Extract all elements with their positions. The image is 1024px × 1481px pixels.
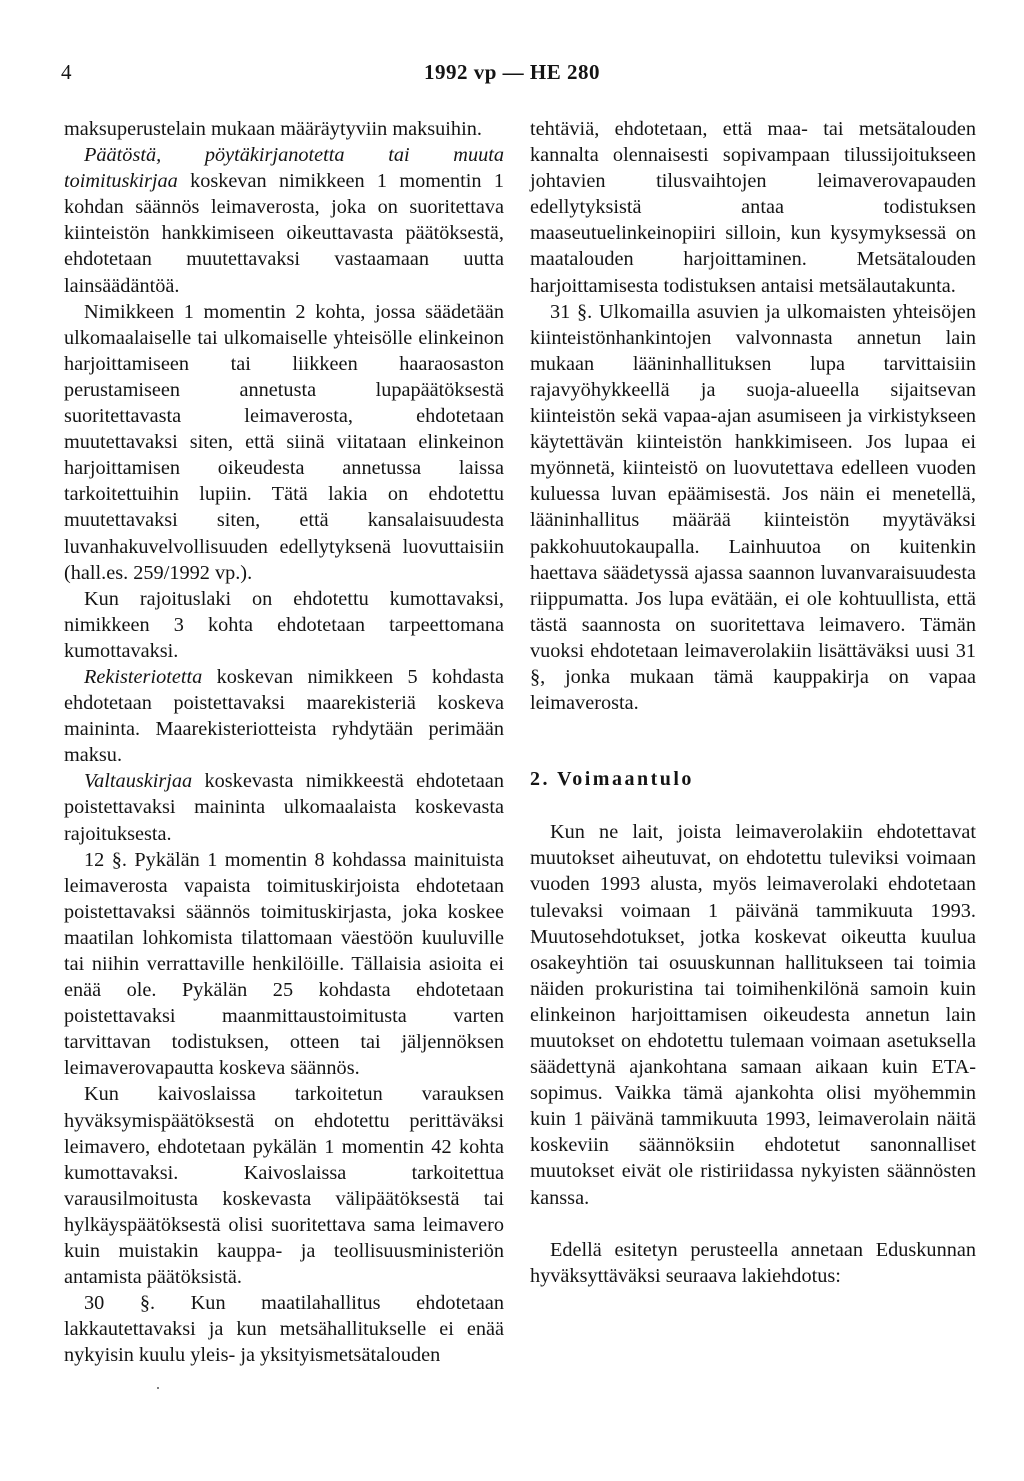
paragraph: Edellä esitetyn perusteella annetaan Eduskunnan hyväksyttäväksi seuraava lakiehdotus: <box>530 1238 976 1287</box>
right-column <box>530 116 976 1289</box>
italic-term: Rekisteriotetta <box>84 665 203 688</box>
italic-term: Valtauskirjaa <box>84 770 193 793</box>
paragraph <box>64 142 504 299</box>
paragraph: Kun ne lait, joista leimaverolakiin ehdotettavat muutokset aiheutuvat, on ehdotettu tuleviksi voimaan vuoden 1993 alusta, myös leimaverolaki ehdotetaan tulevaksi voimaan 1 päivänä tammikuuta 1993. Muutosehdotukset, jotka koskevat oikeutta kuulua osakeyhtiön tai osuuskunnan hallitukseen tai toimia näiden prokuristina tai toimihenkilönä samoin kuin elinkeinon harjoittamisen oikeudesta annetun lain muutokset on ehdotettu tulemaan voimaan asetuksella säädettynä ajankohtana samaan aikaan kuin ETA-sopimus. Vaikka tämä ajankohta olisi myöhemmin kuin 1 päivänä tammikuuta 1993, leimaverolain näitä koskeviin säännöksiin ehdotetut sanonnalliset muutokset eivät ole ristiriidassa nykyisten säännösten kanssa. <box>530 821 976 1209</box>
page-number: 4 <box>61 60 72 84</box>
italic-term: Päätöstä, pöytäkirjanotetta tai muuta toimituskirjaa <box>64 144 504 193</box>
paragraph: Nimikkeen 1 momentin 2 kohta, jossa säädetään ulkomaalaiselle tai ulkomaiselle yhteisölle elinkeinon harjoittamiseen tai liikkeen haaraosaston perustamiseen annetusta lupapäätöksestä suoritettavasta leimaverosta, ehdotetaan muutettavaksi siten, että siinä viitataan elinkeinon harjoittamisen oikeudesta annetussa laissa tarkoitettuihin lupiin. Tätä lakia on ehdotettu muutettavaksi siten, että kansalaisuudesta luvanhakuvelvollisuuden edellytyksenä luovuttaisiin (hall.es. 259/1992 vp.). <box>64 300 504 584</box>
paragraph: maksuperustelain mukaan määräytyviin maksuihin. <box>64 118 482 140</box>
running-head: 1992 vp — HE 280 <box>423 60 601 84</box>
paragraph-text: koskevasta nimikkeestä ehdotetaan poistettavaksi maininta ulkomaalaista koskevasta rajoituksesta. <box>64 770 504 845</box>
scan-speck <box>157 1387 159 1389</box>
paragraph-text: koskevan nimikkeen 5 kohdasta ehdotetaan poistettavaksi maarekisteriä koskeva maininta. Maarekisteriotteista ryhdytään perimään maksu. <box>64 665 504 767</box>
paragraph: Kun kaivoslaissa tarkoitetun varauksen hyväksymispäätöksestä on ehdotettu perittäväksi leimavero, ehdotetaan pykälän 1 momentin 42 kohta kumottavaksi. Kaivoslaissa tarkoitettua varausilmoitusta koskevasta välipäätöksestä tai hylkäyspäätöksestä olisi suoritettava sama leimavero kuin muistakin kauppa- ja teollisuusministeriön antamista päätöksistä. <box>64 1083 504 1289</box>
paragraph <box>64 664 504 768</box>
section-heading: 2. Voimaantulo <box>530 768 694 791</box>
paragraph: tehtäviä, ehdotetaan, että maa- tai metsätalouden kannalta olennaisesti sopivampaan tilussijoitukseen johtavien tilusvaihtojen leimaverovapauden edellytyksistä antaa todistuksen maaseutuelinkeinopiiri silloin, kun kysymyksessä on maatalouden harjoittaminen. Metsätalouden harjoittamisesta todistuksen antaisi metsälautakunta. <box>530 118 976 297</box>
left-column <box>64 116 504 1369</box>
paragraph: 30 §. Kun maatilahallitus ehdotetaan lakkautettavaksi ja kun metsähallitukselle ei enää nykyisin kuulu yleis- ja yksityismetsätalouden <box>64 1292 504 1367</box>
paragraph: 12 §. Pykälän 1 momentin 8 kohdassa mainituista leimaverosta vapaista toimituskirjoista ehdotetaan poistettavaksi säännös toimituskirjasta, joka koskee maatilan lohkomista tilattomaan väestöön kuuluville tai niihin verrattaville henkilöille. Tällaisia asioita ei enää ole. Pykälän 25 kohdasta ehdotetaan poistettavaksi maanmittaustoimitusta varten tarvittavan todistuksen, otteen tai jäljennöksen leimaverovapautta koskeva säännös. <box>64 848 504 1080</box>
paragraph-text: koskevan nimikkeen 1 momentin 1 kohdan säännös leimaverosta, joka on suoritettava kiinteistön hankkimiseen oikeuttavasta päätöksestä, ehdotetaan muutettavaksi vastaamaan uutta lainsäädäntöä. <box>64 170 504 297</box>
paragraph <box>64 768 504 846</box>
paragraph: Kun rajoituslaki on ehdotettu kumottavaksi, nimikkeen 3 kohta ehdotetaan tarpeettomana kumottavaksi. <box>64 587 504 662</box>
paragraph: 31 §. Ulkomailla asuvien ja ulkomaisten yhteisöjen kiinteistönhankintojen valvonnasta annetun lain mukaan lääninhallituksen lupa tarvittaisiin rajavyöhykkeellä ja suoja-alueella sijaitsevan kiinteistön sekä vapaa-ajan asumiseen ja virkistykseen käytettävän kiinteistön hankkimiseen. Jos lupaa ei myönnetä, kiinteistö on luovutettava edelleen vuoden kuluessa luvan epäämisestä. Jos näin ei menetellä, lääninhallitus määrää kiinteistön myytäväksi pakkohuutokaupalla. Lainhuutoa on kuitenkin haettava säädetyssä ajassa saannon luvanvaraisuudesta riippumatta. Jos lupa evätään, ei ole kohtuullista, että tästä saannosta on suoritettava leimavero. Tämän vuoksi ehdotetaan leimaverolakiin lisättäväksi uusi 31 §, jonka mukaan tämä kauppakirja on vapaa leimaverosta. <box>530 300 976 715</box>
